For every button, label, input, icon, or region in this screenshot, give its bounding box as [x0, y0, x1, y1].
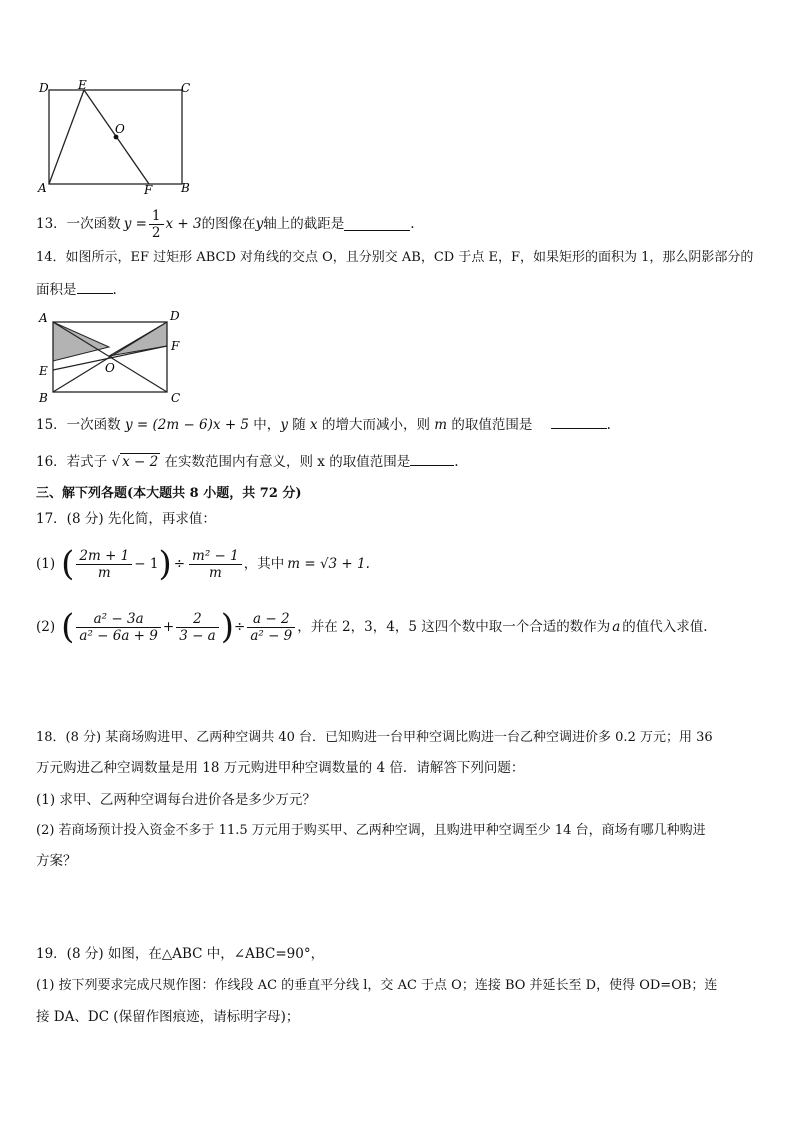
q15-start: 15．一次函数 [36, 417, 121, 433]
question-16 [36, 452, 459, 471]
q13-axis: y [255, 216, 264, 232]
question-19-part1b: 接 DA、DC (保留作图痕迹，请标明字母)； [36, 1009, 300, 1025]
q15-x: x [310, 417, 318, 433]
question-18-part2b: 方案？ [36, 853, 77, 869]
q16-answer-blank [410, 452, 454, 466]
q13-frac-den: 2 [151, 224, 161, 241]
label-d-2: D [170, 309, 180, 323]
q13-eq-lhs: y = [123, 216, 147, 232]
question-14-line1: 14．如图所示，EF 过矩形 ABCD 对角线的交点 O，且分别交 AB，CD 于点 E，F，如果矩形的面积为 1，那么阴影部分的 [36, 250, 754, 265]
q14-line2-start: 面积是 [36, 282, 77, 298]
label-o-2: O [105, 361, 115, 375]
q17-p2-plus: + [162, 619, 175, 635]
label-a-2: A [39, 311, 48, 325]
q15-y: y [280, 417, 288, 433]
q17-p2-tail2: 的值代入求值. [622, 619, 708, 635]
label-d: D [39, 81, 49, 95]
q17-p2-f3-num: a − 2 [247, 611, 295, 628]
q15-mid: 中， [249, 417, 281, 433]
question-13 [36, 204, 415, 244]
q17-p2-rparen: ) [220, 607, 234, 647]
question-17-part2 [36, 603, 708, 651]
question-17-part1 [36, 540, 370, 588]
q15-end: . [606, 417, 611, 433]
section-3-title: 三、解下列各题(本大题共 8 小题，共 72 分) [36, 486, 302, 501]
q16-sqrt: √ x − 2 [111, 454, 159, 470]
figure-q14 [30, 308, 200, 408]
label-c-2: C [171, 391, 181, 405]
question-18-part2a: (2) 若商场预计投入资金不多于 11.5 万元用于购买甲、乙两种空调，且购进甲种空调至少 14 台，商场有哪几种购进 [36, 823, 706, 838]
q17-p2-label: (2) [36, 619, 56, 635]
q17-p2-f3-den: a² − 9 [250, 627, 293, 644]
q13-text2: 轴上的截距是 [263, 216, 345, 232]
q17-p2-lparen: ( [61, 607, 75, 647]
figure-q13 [30, 78, 200, 198]
q17-p2-frac2 [176, 611, 219, 644]
question-19-part1a: (1) 按下列要求完成尺规作图：作线段 AC 的垂直平分线 l，交 AC 于点 O；连接 BO 并延长至 D，使得 OD=OB；连 [36, 978, 718, 993]
q15-eq: y = (2m − 6)x + 5 [124, 417, 250, 433]
q13-fraction [149, 208, 164, 241]
q17-p1-f2-den: m [208, 564, 222, 581]
q17-p2-a: a [612, 619, 621, 635]
q15-m: m [434, 417, 448, 433]
q13-text: 的图像在 [201, 216, 256, 232]
q17-p1-mval: m = √3 + 1. [287, 556, 370, 572]
q13-end: . [410, 216, 415, 232]
q17-p1-f2-num: m² − 1 [189, 548, 242, 565]
question-18-line2: 万元购进乙种空调数量是用 18 万元购进甲种空调数量的 4 倍．请解答下列问题： [36, 760, 525, 776]
q17-p1-minus1: − 1 [134, 556, 159, 572]
segment-ae [49, 90, 84, 184]
q13-number: 13．一次函数 [36, 216, 121, 232]
q17-p1-tail: ，其中 [243, 556, 285, 572]
q17-p1-f1-num: 2m + 1 [76, 548, 132, 565]
label-e-2: E [39, 364, 48, 378]
q15-mid2: 随 [287, 417, 311, 433]
q17-p1-label: (1) [36, 556, 56, 572]
q17-p2-f1-num: a² − 3a [76, 611, 160, 628]
q13-eq-rhs: x + 3 [165, 216, 202, 232]
label-c: C [181, 81, 191, 95]
q17-p1-div: ÷ [173, 556, 186, 572]
q17-p1-lparen: ( [61, 544, 75, 584]
q15-answer-blank [551, 415, 607, 429]
question-15 [36, 415, 611, 434]
q17-p2-f2-den: 3 − a [179, 627, 216, 644]
q17-p1-frac1 [76, 548, 132, 581]
label-a: A [38, 181, 47, 195]
q15-mid4: 的取值范围是 [447, 417, 533, 433]
question-18-part1: (1) 求甲、乙两种空调每台进价各是多少万元？ [36, 792, 316, 808]
q16-mid: 在实数范围内有意义，则 x 的取值范围是 [164, 454, 411, 470]
question-19-intro: 19．(8 分) 如图，在△ABC 中，∠ABC=90°， [36, 946, 325, 962]
q17-p2-f2-num: 2 [176, 611, 219, 628]
q17-p2-tail: ，并在 2，3，4，5 这四个数中取一个合适的数作为 [297, 619, 611, 635]
q17-p1-frac2 [189, 548, 242, 581]
q17-p1-f1-den: m [97, 564, 111, 581]
label-f: F [144, 183, 153, 197]
label-e: E [78, 78, 87, 92]
q13-frac-num: 1 [149, 208, 164, 225]
label-f-2: F [171, 339, 180, 353]
q17-p2-f1-den: a² − 6a + 9 [79, 627, 158, 644]
q16-start: 16．若式子 [36, 454, 108, 470]
q16-radicand: x − 2 [122, 454, 159, 470]
q14-answer-blank [77, 280, 113, 294]
q13-answer-blank [344, 217, 410, 231]
q17-p2-frac3 [247, 611, 295, 644]
label-b-2: B [39, 391, 48, 405]
question-17-intro: 17．(8 分) 先化简，再求值： [36, 511, 216, 527]
question-14-line2 [36, 280, 117, 299]
label-o: O [115, 122, 125, 136]
q17-p1-rparen: ) [158, 544, 172, 584]
q14-end: . [112, 282, 117, 298]
q17-p2-div: ÷ [234, 619, 246, 635]
q15-mid3: 的增大而减小，则 [317, 417, 435, 433]
q17-p2-frac1 [76, 611, 160, 644]
question-18-line1: 18．(8 分) 某商场购进甲、乙两种空调共 40 台．已知购进一台甲种空调比购进一台乙种空调进价多 0.2 万元；用 36 [36, 730, 713, 745]
label-b: B [181, 181, 190, 195]
q16-end: . [454, 454, 459, 470]
